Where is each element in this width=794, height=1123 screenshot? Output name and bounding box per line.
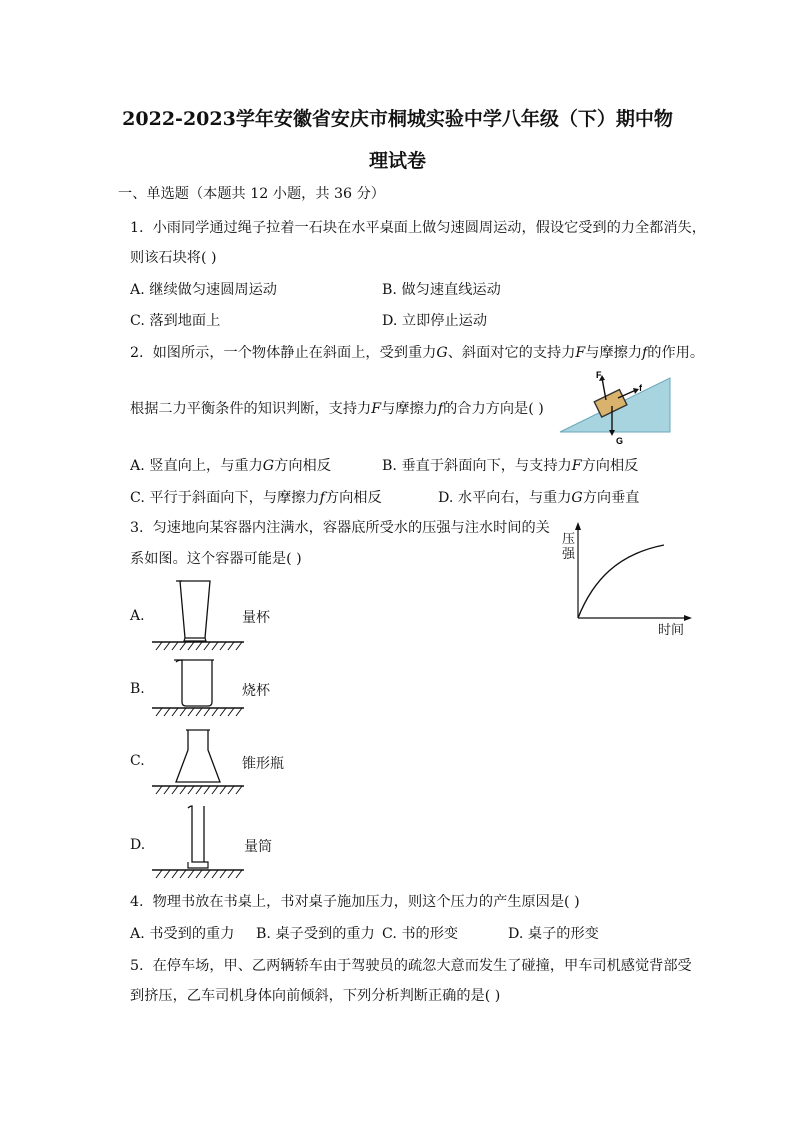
- question-5-stem-line2: 到挤压，乙车司机身体向前倾斜，下列分析判断正确的是( ): [130, 988, 501, 1004]
- question-2-option-b[interactable]: B. 垂直于斜面向下，与支持力F方向相反: [382, 458, 639, 474]
- question-1-option-a[interactable]: A. 继续做匀速圆周运动: [130, 282, 277, 298]
- question-1-stem-line1: 1. 小雨同学通过绳子拉着一石块在水平桌面上做匀速圆周运动，假设它受到的力全都消失，: [130, 220, 706, 236]
- question-3-option-d-letter[interactable]: D.: [130, 837, 146, 853]
- pressure-curve: [578, 545, 664, 618]
- question-1-option-b[interactable]: B. 做匀速直线运动: [382, 282, 501, 298]
- question-3-option-b-name: 烧杯: [242, 683, 270, 699]
- question-2-stem-line2: 根据二力平衡条件的知识判断，支持力F与摩擦力f的合力方向是( ): [130, 401, 544, 417]
- graph-y-label: 压强: [562, 532, 576, 562]
- question-3-option-c-letter[interactable]: C.: [130, 753, 145, 769]
- graph-x-arrowhead: [684, 615, 692, 621]
- question-3-stem-line2: 系如图。这个容器可能是( ): [130, 551, 302, 567]
- beaker-icon: [152, 656, 244, 720]
- question-2-option-a[interactable]: A. 竖直向上，与重力G方向相反: [130, 458, 331, 474]
- question-2-option-c[interactable]: C. 平行于斜面向下，与摩擦力f方向相反: [130, 490, 382, 506]
- incline-figure: [558, 366, 678, 450]
- question-3-option-c-name: 锥形瓶: [242, 756, 284, 772]
- question-3-option-a-name: 量杯: [242, 610, 270, 626]
- question-1-option-c[interactable]: C. 落到地面上: [130, 313, 221, 329]
- question-4-option-a[interactable]: A. 书受到的重力: [130, 926, 235, 942]
- question-3-stem-line1: 3. 匀速地向某容器内注满水，容器底所受水的压强与注水时间的关: [130, 520, 550, 536]
- question-5-stem-line1: 5. 在停车场，甲、乙两辆轿车由于驾驶员的疏忽大意而发生了碰撞，甲车司机感觉背部受: [130, 958, 692, 974]
- question-3-option-a-letter[interactable]: A.: [130, 608, 145, 624]
- label-F: F: [596, 370, 602, 380]
- question-4-stem: 4. 物理书放在书桌上，书对桌子施加压力，则这个压力的产生原因是( ): [130, 894, 580, 910]
- question-4-option-d[interactable]: D. 桌子的形变: [508, 926, 599, 942]
- measuring-cup-icon: [152, 578, 244, 654]
- section-heading: 一、单选题（本题共 12 小题，共 36 分）: [118, 186, 385, 202]
- exam-title-line2: 理试卷: [368, 150, 426, 172]
- question-3-option-d-name: 量筒: [244, 839, 272, 855]
- question-1-option-d[interactable]: D. 立即停止运动: [382, 313, 488, 329]
- question-4-option-b[interactable]: B. 桌子受到的重力: [256, 926, 375, 942]
- question-3-option-b-letter[interactable]: B.: [130, 681, 145, 697]
- label-G: G: [616, 436, 624, 446]
- graph-x-label: 时间: [658, 623, 685, 638]
- question-2-option-d[interactable]: D. 水平向右，与重力G方向垂直: [438, 490, 640, 506]
- graduated-cylinder-icon: [152, 804, 244, 884]
- graph-y-arrowhead: [575, 522, 581, 530]
- conical-flask-icon: [152, 726, 244, 798]
- exam-title-line1: 2022-2023学年安徽省安庆市桐城实验中学八年级（下）期中物: [122, 108, 673, 130]
- question-1-stem-line2: 则该石块将( ): [130, 250, 217, 266]
- question-2-stem-line1: 2. 如图所示，一个物体静止在斜面上，受到重力G、斜面对它的支持力F与摩擦力f的作用。: [130, 345, 705, 361]
- question-4-option-c[interactable]: C. 书的形变: [382, 926, 459, 942]
- label-f: f: [639, 383, 642, 393]
